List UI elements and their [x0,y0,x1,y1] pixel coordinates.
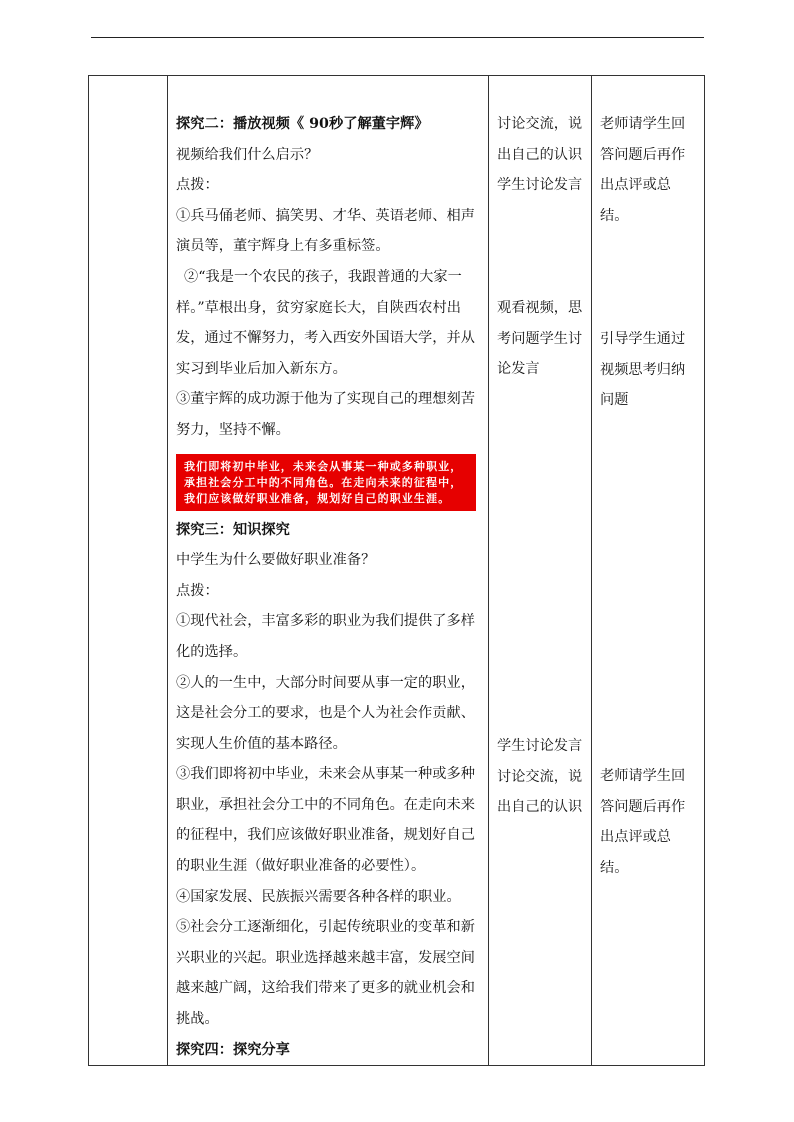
section2-question: 视频给我们什么启示？ [176,146,319,163]
student-activity-1 [497,109,585,201]
student-activity-text: 讨论交流，说出自己的认识学生讨论发言 [497,116,583,194]
teacher-activity-cell [592,76,705,1066]
section3-point-4: ④国家发展、民族振兴需要各种各样的职业。 [176,888,461,905]
student-activity-2 [497,293,585,385]
section3-point-5: ⑤社会分工逐渐细化，引起传统职业的变革和新兴职业的兴起。职业选择越来越丰富，发展空间越来越广阔，这给我们带来了更多的就业机会和挑战。 [176,919,475,1028]
student-activity-cell [489,76,592,1066]
student-activity-3 [497,731,585,823]
section2-hint-label: 点拨： [176,177,219,194]
section2-title: 探究二：播放视频《 90秒了解董宇辉》 [176,116,429,132]
teacher-activity-1 [600,109,698,231]
section4-title: 探究四：探究分享 [176,1041,290,1058]
summary-banner-line: 我们应该做好职业准备，规划好自己的职业生涯。 [184,491,451,505]
section3-point-2: ②人的一生中，大部分时间要从事一定的职业，这是社会分工的要求，也是个人为社会作贡献、实现人生价值的基本路径。 [176,674,475,752]
summary-banner [176,454,476,511]
header-rule [91,37,704,38]
section3-point-1: ①现代社会，丰富多彩的职业为我们提供了多样化的选择。 [176,613,475,660]
content-cell [168,76,489,1066]
section3-question: 中学生为什么要做好职业准备？ [176,552,376,569]
summary-banner-line: 承担社会分工中的不同角色。在走向未来的征程中， [184,475,463,489]
section3-title: 探究三：知识探究 [176,521,290,538]
student-activity-text: 观看视频，思考问题学生讨论发言 [497,300,583,378]
teacher-activity-3 [600,761,698,883]
section2-point-3: ③董宇辉的成功源于他为了实现自己的理想刻苦努力，坚持不懈。 [176,391,475,438]
teacher-activity-text: 老师请学生回答问题后再作出点评或总结。 [600,768,686,876]
student-activity-text: 学生讨论发言讨论交流，说出自己的认识 [497,738,583,816]
summary-banner-line: 我们即将初中毕业，未来会从事某一种或多种职业， [184,459,463,473]
lesson-table [88,75,705,1066]
section2-point-1: ①兵马俑老师、搞笑男、才华、英语老师、相声演员等，董宇辉身上有多重标签。 [176,207,475,255]
table-row [89,76,705,1066]
teacher-activity-text: 引导学生通过视频思考归纳问题 [600,331,686,409]
teacher-activity-text: 老师请学生回答问题后再作出点评或总结。 [600,116,686,224]
section3-point-3: ③我们即将初中毕业，未来会从事某一种或多种职业，承担社会分工中的不同角色。在走向未来的征程中，我们应该做好职业准备，规划好自己的职业生涯（做好职业准备的必要性）。 [176,766,475,875]
section3-hint-label: 点拨： [176,582,219,599]
section2-point-2: ②“我是一个农民的孩子，我跟普通的大家一样。”草根出身，贫穷家庭长大，自陕西农村出发，通过不懈努力，考入西安外国语大学，并从实习到毕业后加入新东方。 [176,268,475,377]
stage-cell [89,76,168,1066]
teacher-activity-2 [600,324,698,416]
